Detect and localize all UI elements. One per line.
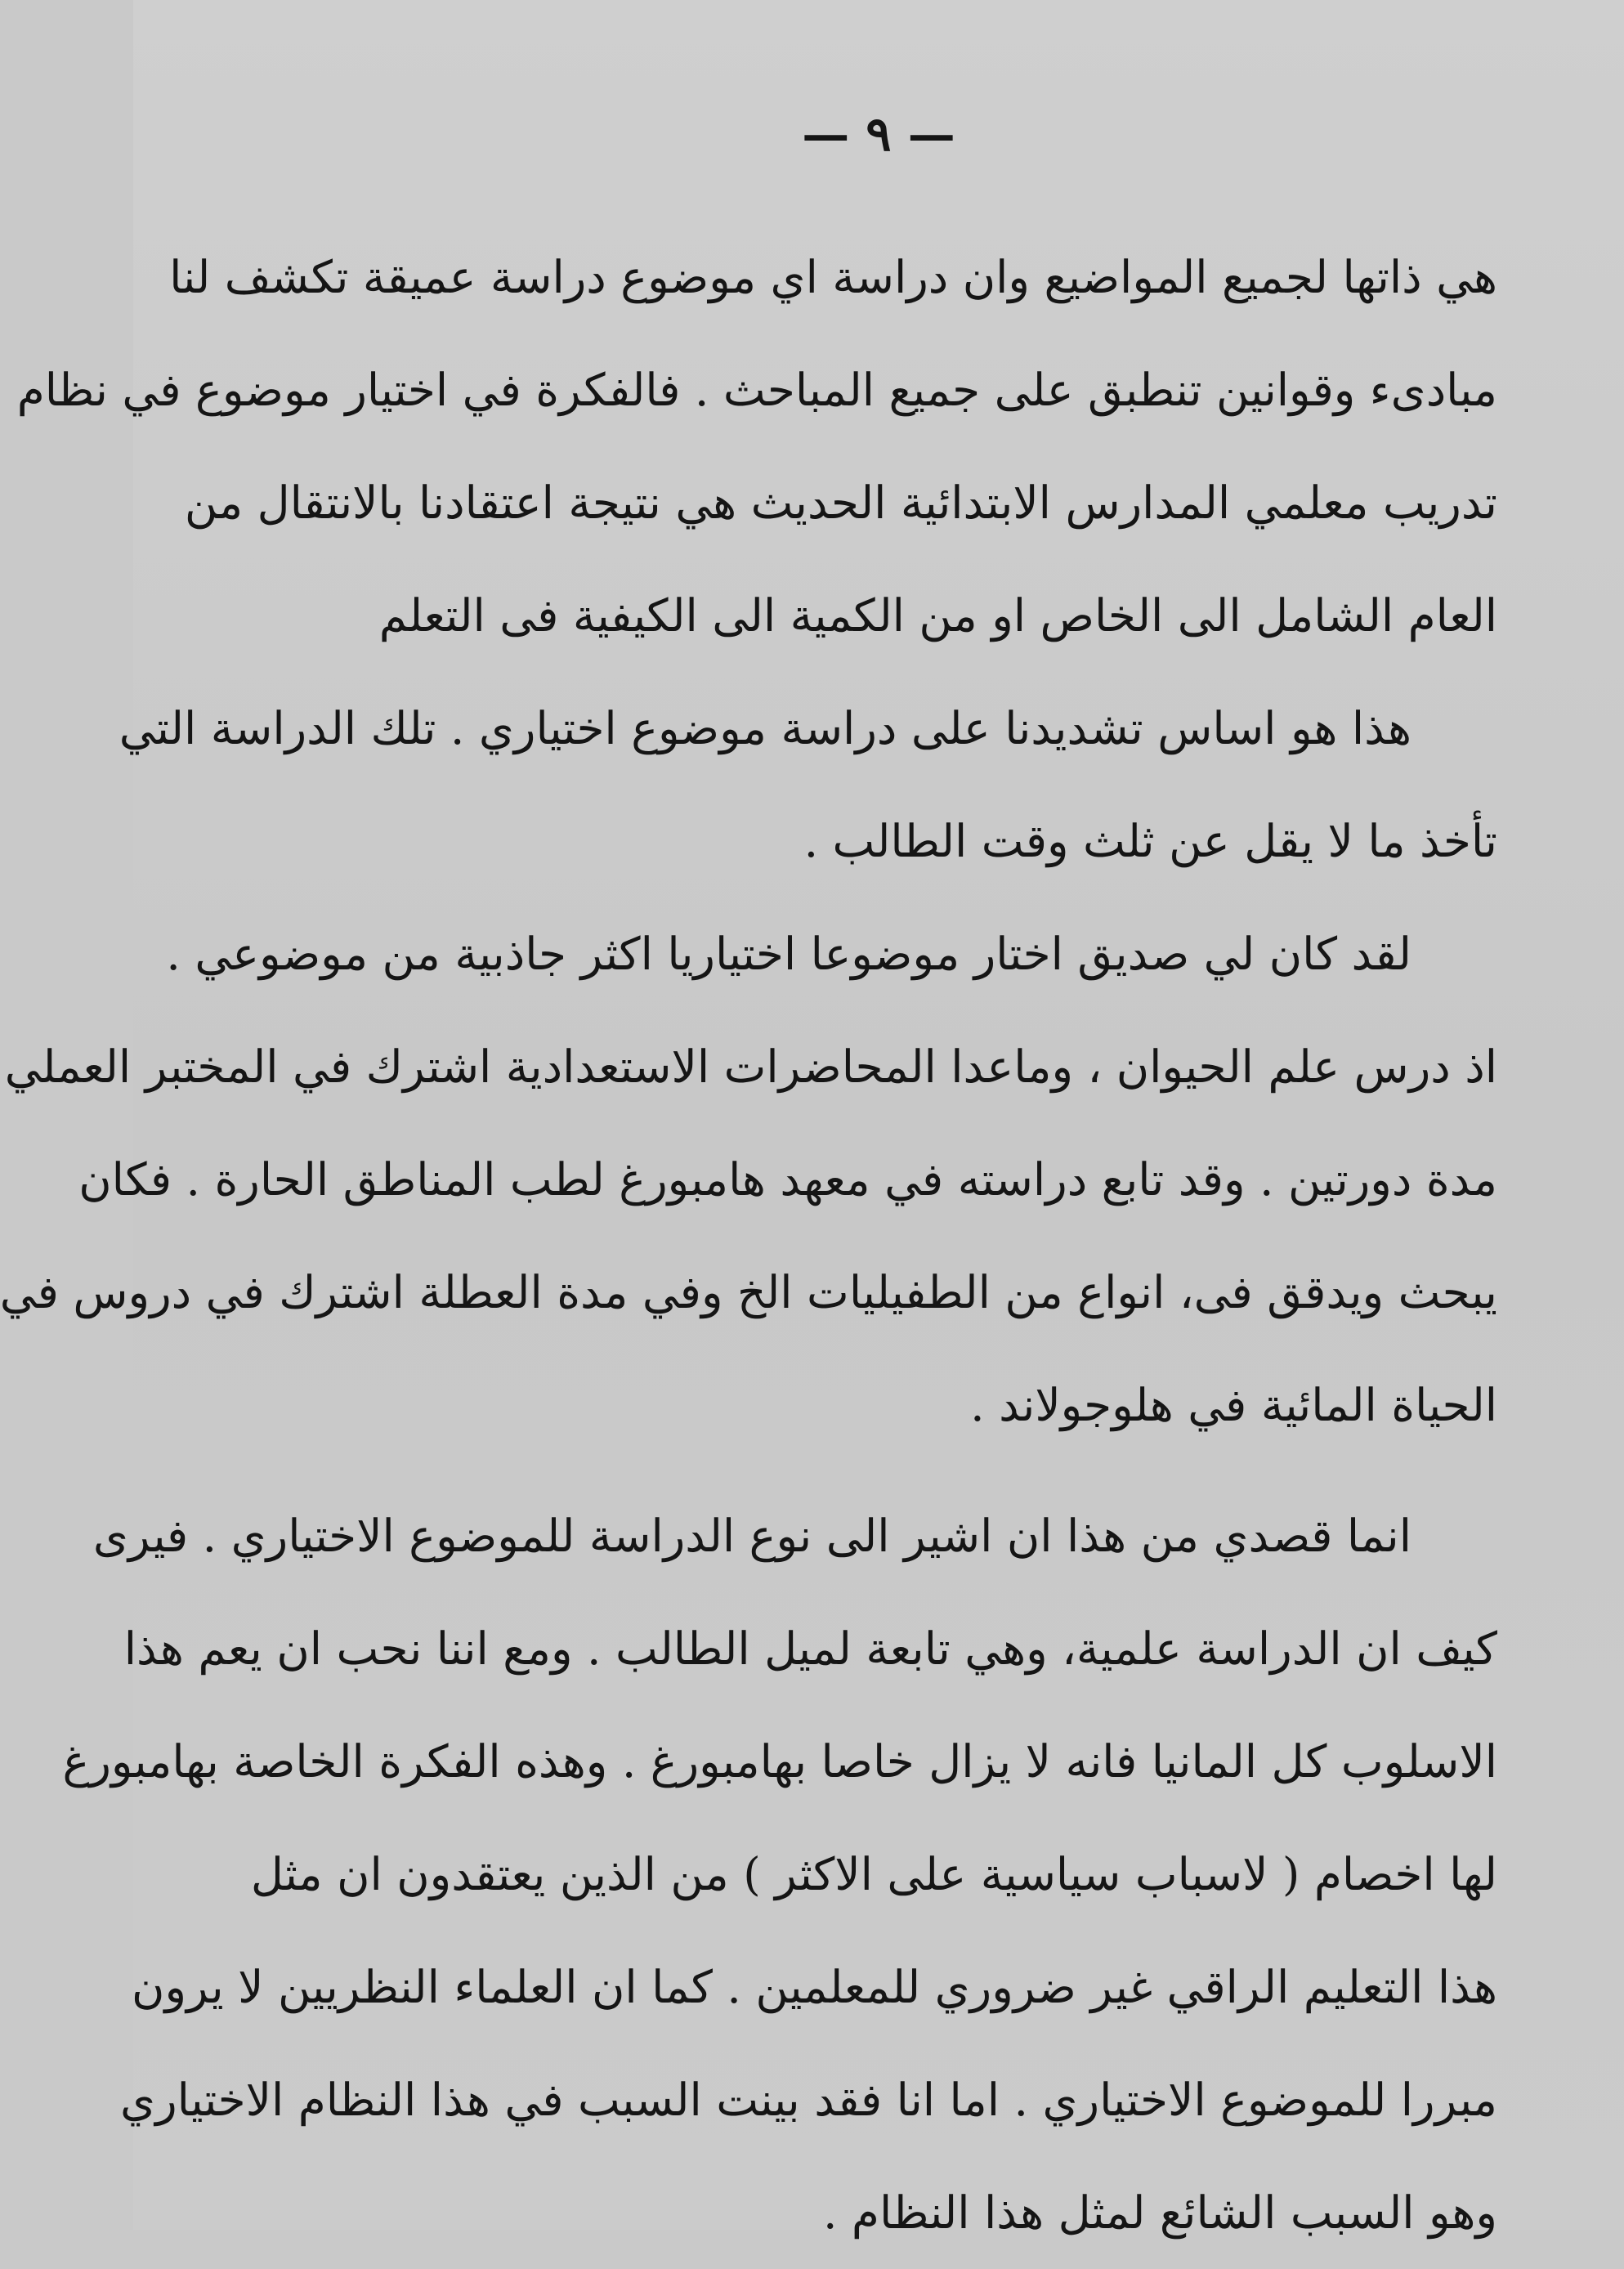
text-line-14: الاسلوب كل المانيا فانه لا يزال خاصا بهامبورغ . وهذه الفكرة الخاصة بهامبورغ <box>62 1735 1497 1788</box>
page-number: — ٩ — <box>802 106 955 162</box>
text-line-8: اذ درس علم الحيوان ، وماعدا المحاضرات الاستعدادية اشترك في المختبر العملي <box>4 1041 1497 1093</box>
text-line-4: العام الشامل الى الخاص او من الكمية الى الكيفية فى التعلم <box>378 589 1497 642</box>
text-line-15: لها اخصام ( لاسباب سياسية على الاكثر ) من الذين يعتقدون ان مثل <box>250 1848 1497 1900</box>
text-line-1: هي ذاتها لجميع المواضيع وان دراسة اي موضوع دراسة عميقة تكشف لنا <box>169 251 1497 303</box>
paragraph-gap <box>263 1461 1497 1479</box>
text-line-18: وهو السبب الشائع لمثل هذا النظام . <box>822 2186 1497 2239</box>
text-line-10: يبحث ويدقق فى، انواع من الطفيليات الخ وفي مدة العطلة اشترك في دروس في <box>0 1266 1497 1318</box>
body-text <box>0 221 1497 2269</box>
text-line-3: تدريب معلمي المدارس الابتدائية الحديث هي نتيجة اعتقادنا بالانتقال من <box>184 477 1497 529</box>
text-line-9: مدة دورتين . وقد تابع دراسته في معهد هامبورغ لطب المناطق الحارة . فكان <box>78 1153 1497 1206</box>
text-line-2: مبادىء وقوانين تنطبق على جميع المباحث . فالفكرة في اختيار موضوع في نظام <box>16 364 1497 416</box>
text-line-7: لقد كان لي صديق اختار موضوعا اختياريا اكثر جاذبية من موضوعي . <box>166 928 1411 980</box>
text-line-13: كيف ان الدراسة علمية، وهي تابعة لميل الطالب . ومع اننا نحب ان يعم هذا <box>123 1622 1497 1675</box>
text-line-6: تأخذ ما لا يقل عن ثلث وقت الطالب . <box>803 815 1497 867</box>
text-line-11: الحياة المائية في هلوجولاند . <box>970 1379 1497 1431</box>
text-line-16: هذا التعليم الراقي غير ضروري للمعلمين . كما ان العلماء النظريين لا يرون <box>132 1961 1497 2013</box>
text-line-17: مبررا للموضوع الاختياري . اما انا فقد بينت السبب في هذا النظام الاختياري <box>120 2074 1497 2126</box>
text-line-12: انما قصدي من هذا ان اشير الى نوع الدراسة للموضوع الاختياري . فيرى <box>92 1510 1411 1562</box>
text-line-5: هذا هو اساس تشديدنا على دراسة موضوع اختياري . تلك الدراسة التي <box>119 702 1411 754</box>
